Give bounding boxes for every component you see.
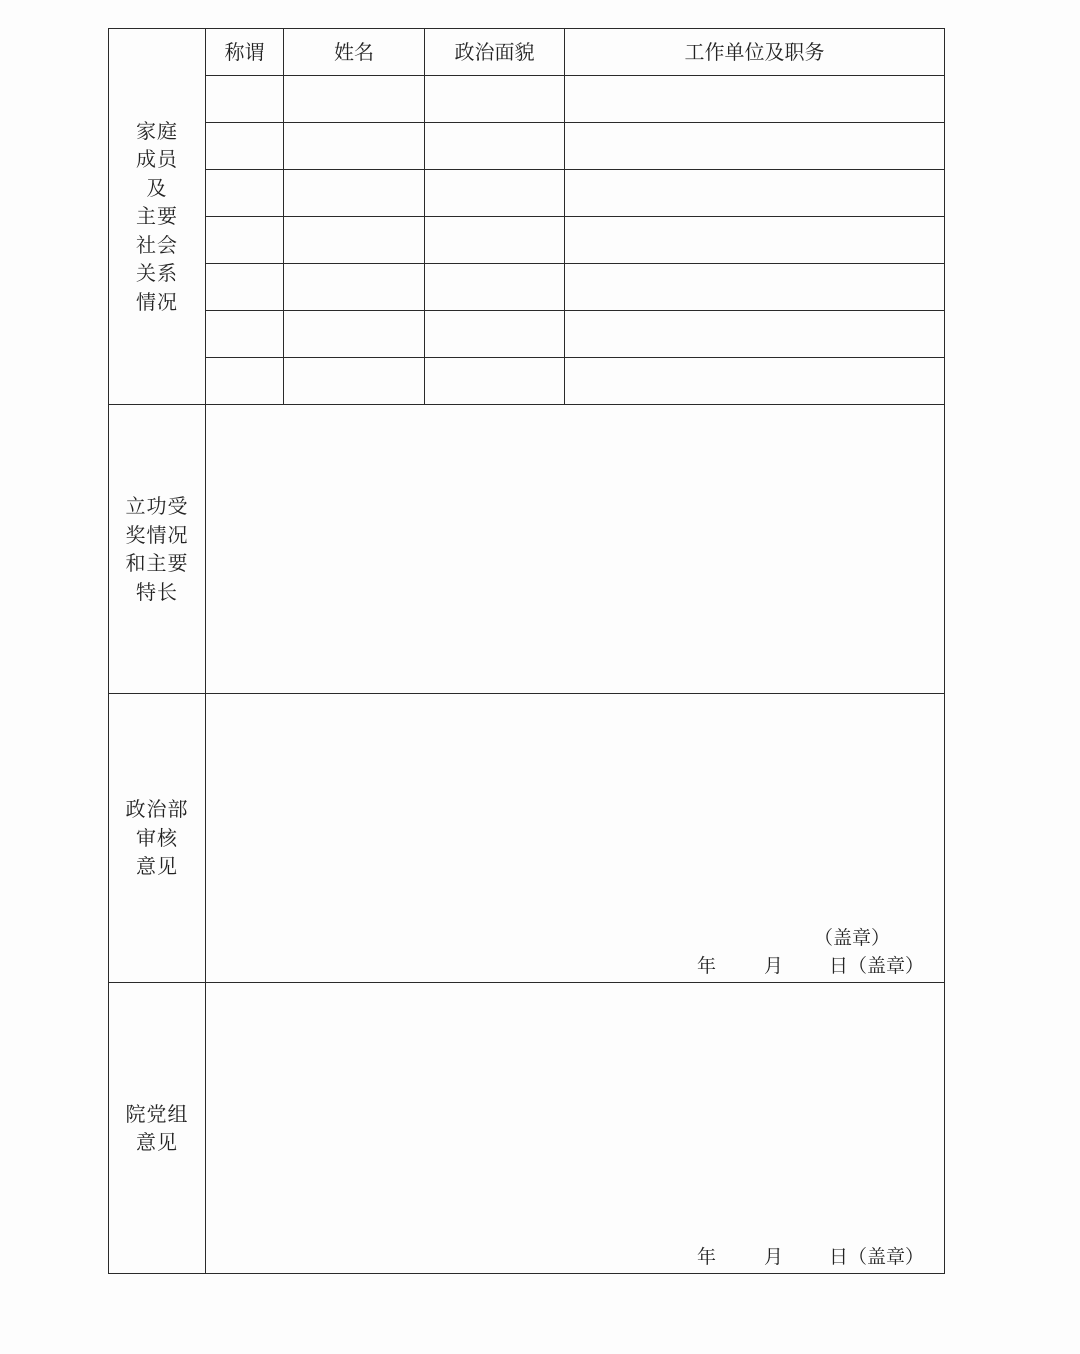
- family-section-label-cell: [109, 29, 206, 405]
- relation-cell[interactable]: [206, 217, 284, 264]
- awards-section-label-cell: [109, 405, 206, 694]
- header-relation: 称谓: [206, 29, 284, 76]
- family-header-row: [109, 29, 945, 76]
- review-date-line: [697, 952, 924, 980]
- political-review-label: 政治部 审核 意见: [125, 797, 189, 879]
- party-group-label-cell: [109, 983, 206, 1274]
- awards-section-label: 立功受 奖情况 和主要 特长: [125, 494, 189, 604]
- party-group-row: [109, 983, 945, 1274]
- political-status-cell[interactable]: [425, 358, 565, 405]
- workplace-cell[interactable]: [565, 123, 945, 170]
- workplace-cell[interactable]: [565, 311, 945, 358]
- awards-row: [109, 405, 945, 694]
- header-workplace-position: 工作单位及职务: [565, 29, 945, 76]
- family-row: [109, 76, 945, 123]
- name-cell[interactable]: [284, 264, 425, 311]
- day-seal-label: 日（盖章）: [828, 1246, 924, 1268]
- workplace-cell[interactable]: [565, 358, 945, 405]
- year-label: 年: [696, 955, 716, 977]
- relation-cell[interactable]: [206, 358, 284, 405]
- workplace-cell[interactable]: [565, 76, 945, 123]
- party-date-line: [697, 1243, 924, 1271]
- relation-cell[interactable]: [206, 311, 284, 358]
- workplace-cell[interactable]: [565, 170, 945, 217]
- political-review-row: [109, 694, 945, 983]
- name-cell[interactable]: [284, 217, 425, 264]
- header-name: 姓名: [284, 29, 425, 76]
- name-cell[interactable]: [284, 123, 425, 170]
- workplace-cell[interactable]: [565, 217, 945, 264]
- seal-note: （盖章）: [813, 927, 890, 949]
- party-group-label: 院党组 意见: [125, 1101, 189, 1154]
- party-group-content-area[interactable]: [206, 983, 945, 1274]
- family-row: [109, 264, 945, 311]
- family-row: [109, 170, 945, 217]
- name-cell[interactable]: [284, 170, 425, 217]
- political-status-cell[interactable]: [425, 76, 565, 123]
- month-label: 月: [763, 955, 783, 977]
- family-row: [109, 311, 945, 358]
- header-political-status: 政治面貌: [425, 29, 565, 76]
- name-cell[interactable]: [284, 311, 425, 358]
- political-status-cell[interactable]: [425, 311, 565, 358]
- family-row: [109, 217, 945, 264]
- political-status-cell[interactable]: [425, 123, 565, 170]
- relation-cell[interactable]: [206, 123, 284, 170]
- month-label: 月: [763, 1246, 783, 1268]
- name-cell[interactable]: [284, 76, 425, 123]
- awards-content-area[interactable]: [206, 405, 945, 694]
- day-seal-label: 日（盖章）: [828, 955, 924, 977]
- year-label: 年: [696, 1246, 716, 1268]
- relation-cell[interactable]: [206, 76, 284, 123]
- workplace-cell[interactable]: [565, 264, 945, 311]
- political-status-cell[interactable]: [425, 170, 565, 217]
- family-row: [109, 123, 945, 170]
- name-cell[interactable]: [284, 358, 425, 405]
- political-review-content-area[interactable]: [206, 694, 945, 983]
- relation-cell[interactable]: [206, 264, 284, 311]
- political-review-label-cell: [109, 694, 206, 983]
- political-status-cell[interactable]: [425, 217, 565, 264]
- relation-cell[interactable]: [206, 170, 284, 217]
- registration-form-table: [108, 28, 945, 1274]
- political-status-cell[interactable]: [425, 264, 565, 311]
- family-row: [109, 358, 945, 405]
- family-section-label: 家庭 成员 及 主要 社会 关系 情况: [136, 118, 178, 314]
